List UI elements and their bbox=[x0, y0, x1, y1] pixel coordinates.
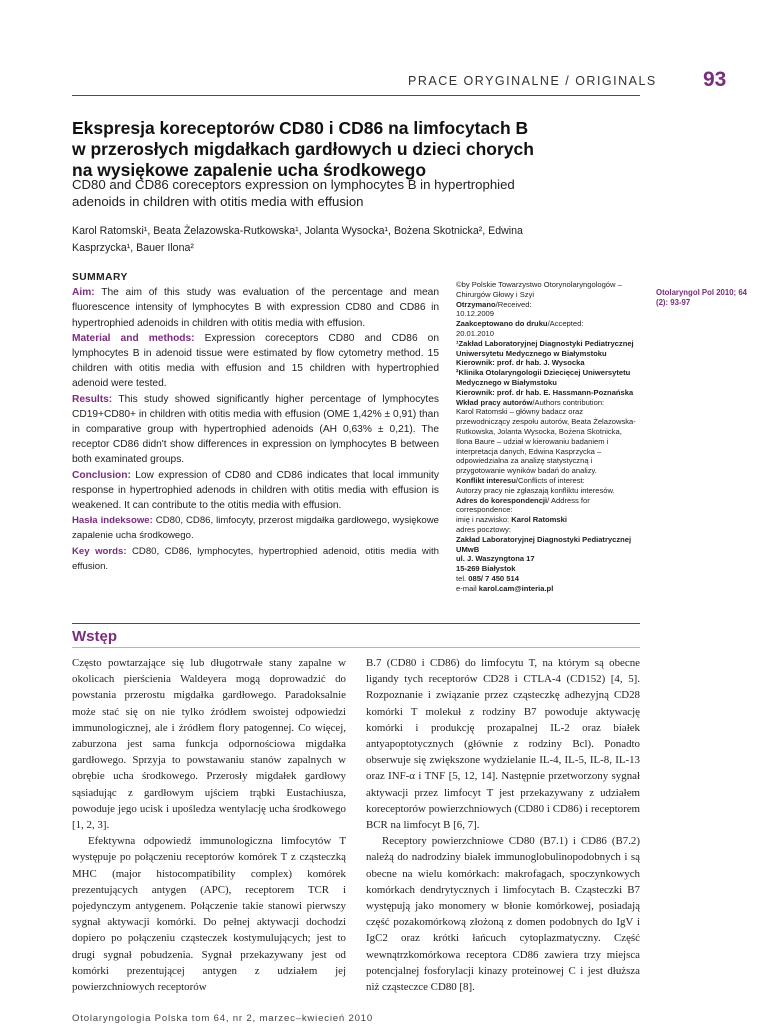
name-line bbox=[456, 515, 639, 525]
conclusion-label: Conclusion: bbox=[72, 469, 131, 481]
tel-label: tel. bbox=[456, 573, 469, 583]
journal-footer: Otolaryngologia Polska tom 64, nr 2, marzec–kwiecień 2010 bbox=[72, 1013, 374, 1024]
summary-block bbox=[72, 270, 439, 574]
author-list: Karol Ratomski¹, Beata Żelazowska-Rutkowska¹, Jolanta Wysocka¹, Bożena Skotnicka², Edwina Kasprzycka¹, Bauer Ilona² bbox=[72, 225, 523, 254]
affiliation-2-text: ²Klinika Otolaryngologii Dziecięcej Uniwersytetu Medycznego w Białymstoku bbox=[456, 368, 631, 387]
head-2-text: Kierownik: prof. dr hab. E. Hassmann-Poznańska bbox=[456, 387, 634, 397]
header-rule bbox=[72, 95, 640, 96]
received-line bbox=[456, 300, 639, 310]
summary-keywords bbox=[72, 544, 439, 574]
article-info-sidebar bbox=[456, 280, 639, 594]
postal-2-text: ul. J. Waszyngtona 17 bbox=[456, 554, 535, 564]
received-date: 10.12.2009 bbox=[456, 309, 495, 319]
summary-aim bbox=[72, 285, 439, 331]
section-rule bbox=[72, 623, 640, 624]
corr-line bbox=[456, 496, 639, 516]
contrib-en: /Authors contribution: bbox=[532, 397, 605, 407]
contrib-text: Karol Ratomski – główny badacz oraz przewodniczący zespołu autorów, Beata Żelazowska-Rutkowska, Jolanta Wysocka, Bożena Skotnicka, Ilona Baure – udział w kierowaniu badaniem i interpretacja danych, Edwina Kasprzycka – odpowiedzialna za analizę statystyczną i przygotowanie wyników badań do analizy. bbox=[456, 407, 636, 476]
affiliation-1 bbox=[456, 339, 639, 359]
aim-text: The aim of this study was evaluation of the percentage and mean fluorescence intensity of lymphocytes B with expression CD80 and CD86 in hypertrophied adenoids in children with otitis media with effusion. bbox=[72, 287, 439, 329]
results-label: Results: bbox=[72, 393, 113, 405]
affiliation-2 bbox=[456, 368, 639, 388]
affiliation-1-text: ¹Zakład Laboratoryjnej Diagnostyki Pediatrycznej Uniwersytetu Medycznego w Białymstoku bbox=[456, 338, 634, 358]
postal-3-text: 15-269 Białystok bbox=[456, 564, 516, 574]
intro-heading: Wstęp bbox=[72, 628, 117, 645]
conclusion-text: Low expression of CD80 and CD86 indicates that local immunity response in hypertrophied adenods in children with otitis media with effusion is weakened. It can contribute to the otitis media with effusion. bbox=[72, 469, 439, 512]
email-line bbox=[456, 584, 639, 594]
received-en: /Received: bbox=[495, 299, 532, 309]
section-rule-lower bbox=[72, 647, 640, 648]
body-column-right bbox=[366, 655, 640, 995]
article-subtitle: CD80 and CD86 coreceptors expression on lymphocytes B in hypertrophied adenoids in children with otitis media with effusion bbox=[72, 177, 515, 209]
contrib-line bbox=[456, 398, 639, 408]
tel-value: 085/ 7 450 514 bbox=[468, 573, 519, 583]
summary-heading: SUMMARY bbox=[72, 272, 128, 283]
email-label: e-mail bbox=[456, 583, 479, 593]
postal-3 bbox=[456, 564, 639, 574]
conflict-label: Konflikt interesu bbox=[456, 475, 516, 485]
head-2 bbox=[456, 388, 639, 398]
section-label: PRACE ORYGINALNE / ORIGINALS bbox=[408, 74, 657, 88]
accepted-label: Zaakceptowano do druku bbox=[456, 319, 548, 329]
postal-1-text: Zakład Laboratoryjnej Diagnostyki Pediatrycznej UMwB bbox=[456, 534, 632, 554]
tel-line bbox=[456, 574, 639, 584]
aim-label: Aim: bbox=[72, 287, 95, 299]
intro-left-p2: Efektywna odpowiedź immunologiczna limfocytów T występuje po połączeniu receptorów komórek T z cząsteczką MHC (major histocompatibility complex) komórek prezentujących antygen (APC), receptorem TCR i pojedynczym antygenem. Połączenie takie stanowi pierwszy sygnał aktywacji komórki. Do pełnej aktywacji dochodzi dopiero po połączeniu cząsteczek kostymulujących; jest to drugi sygnał pobudzenia. Sygnał przekazywany jest od komórki prezentującej antygen z udziałem jej powierzchniowych receptorów bbox=[72, 835, 346, 994]
received-label: Otrzymano bbox=[456, 299, 496, 309]
head-1 bbox=[456, 358, 639, 368]
summary-methods bbox=[72, 331, 439, 392]
summary-results bbox=[72, 392, 439, 468]
citation: Otolaryngol Pol 2010; 64 (2): 93-97 bbox=[656, 288, 747, 307]
head-1-text: Kierownik: prof. dr hab. J. Wysocka bbox=[456, 358, 585, 368]
pl-keywords-label: Hasła indeksowe: bbox=[72, 515, 153, 527]
article-title: Ekspresja koreceptorów CD80 i CD86 na limfocytach B w przerosłych migdałkach gardłowych u dzieci chorych na wysiękowe zapalenie ucha środkowego bbox=[72, 118, 534, 180]
keywords-text: CD80, CD86, lymphocytes, hypertrophied adenoid, otitis media with effusion. bbox=[72, 545, 439, 572]
methods-label: Material and methods: bbox=[72, 332, 195, 344]
summary-conclusion bbox=[72, 468, 439, 514]
intro-left-p1: Często powtarzające się lub długotrwałe stany zapalne w okolicach pierścienia Waldeyera mogą doprowadzić do powstania przerostu migdałka gardłowego. Paradoksalnie może stać się on nie tylko źródłem swoistej odpowiedzi immunologicznej, ale i źródłem flory patogennej. Co więcej, zaburzona jest sama funkcja odpornościowa migdałka gardłowego. Sprzyja to powstawaniu stanów zapalnych w obrębie ucha środkowego. Przerosły migdałek gardłowy sąsiadując z gardłowym ujściem trąbki Eustachiusza, powoduje jego ucisk i upośledza wentylację ucha środkowego [1, 2, 3]. bbox=[72, 657, 346, 832]
results-text: This study showed significantly higher percentage of lymphocytes CD19+CD80+ in children with otitis media with effusion (OME 1,42% ± 0,91) than in comparative group with hypertrophied adenoids (AH 0,63% ± 0,21). The receptor CD86 didn't show differences in expression on lymphocytes B between both examinated groups. bbox=[72, 393, 439, 466]
body-column-left bbox=[72, 655, 346, 995]
summary-pl-keywords bbox=[72, 513, 439, 543]
accepted-line bbox=[456, 319, 639, 329]
page-number: 93 bbox=[703, 68, 727, 91]
accepted-en: /Accepted: bbox=[547, 319, 584, 329]
copyright: ©by Polskie Towarzystwo Otorynolaryngologów – Chirurgów Głowy i Szyi bbox=[456, 280, 622, 299]
corr-en: / Address for correspondence: bbox=[456, 495, 590, 515]
intro-right-p1: B.7 (CD80 i CD86) do limfocytu T, na którym są obecne ligandy tych receptorów CD28 i CTLA-4 (CD152) [4, 5]. Rozpoznanie i związanie przez cząsteczkę adhezyjną CD28 komórki T molekuł z rodziny B7 powoduje aktywację komórki i produkcję prozapalnej IL-2 oraz białek antyapoptotycznych (głównie z rodziny Bcl). Ponadto obserwuje się zwiększone wydzielanie IL-4, IL-5, IL-8, IL-13 oraz INF-α i TNF [5, 12, 14]. Następnie przetworzony sygnał aktywacji przez limfocyt T jest przekazywany z udziałem koreceptorów powierzchniowych (CD80 i CD86) i receptorem BCR na limfocyt B [6, 7]. bbox=[366, 657, 640, 832]
postal-label: adres pocztowy: bbox=[456, 524, 511, 534]
methods-text: Expression coreceptors CD80 and CD86 on lymphocytes B in adenoid tissue were estimated by flow cytometry method. 15 children with otitis media with effusion and 15 children with hypertrophied adenoid were tested. bbox=[72, 332, 440, 390]
intro-right-p2: Receptory powierzchniowe CD80 (B7.1) i CD86 (B7.2) należą do nadrodziny białek immunoglobulinopodobnych i są obecne na wielu komórkach: makrofagach, spoczynkowych komórkach dendrytycznych i limfocytach B. Cząsteczki B7 występują jako monomery w błonie komórkowej, posiadają część pozakomórkową złożoną z domen podobnych do IgV i IgC2 oraz krótki łańcuch cytoplazmatyczny. Część wewnątrzkomórkowa receptora CD86 zawiera trzy miejsca potencjalnej fosforylacji kinazy proteinowej C i jest dłuższa niż cząsteczce CD80 [8]. bbox=[366, 835, 640, 994]
keywords-label: Key words: bbox=[72, 545, 127, 557]
name-label: imię i nazwisko: bbox=[456, 515, 512, 525]
conflict-line bbox=[456, 476, 639, 486]
email-link[interactable]: karol.cam@interia.pl bbox=[478, 583, 554, 593]
postal-2 bbox=[456, 554, 639, 564]
corr-label: Adres do korespondencji bbox=[456, 495, 548, 505]
pl-keywords-text: CD80, CD86, limfocyty, przerost migdałka gardłowego, wysiękowe zapalenie ucha środkowego. bbox=[72, 515, 440, 542]
conflict-en: /Conflicts of interest: bbox=[515, 475, 585, 485]
contrib-label: Wkład pracy autorów bbox=[456, 397, 533, 407]
conflict-text: Autorzy pracy nie zgłaszają konfliktu interesów. bbox=[456, 485, 615, 495]
accepted-date: 20.01.2010 bbox=[456, 328, 495, 338]
name-value: Karol Ratomski bbox=[511, 515, 567, 525]
postal-1 bbox=[456, 535, 639, 555]
